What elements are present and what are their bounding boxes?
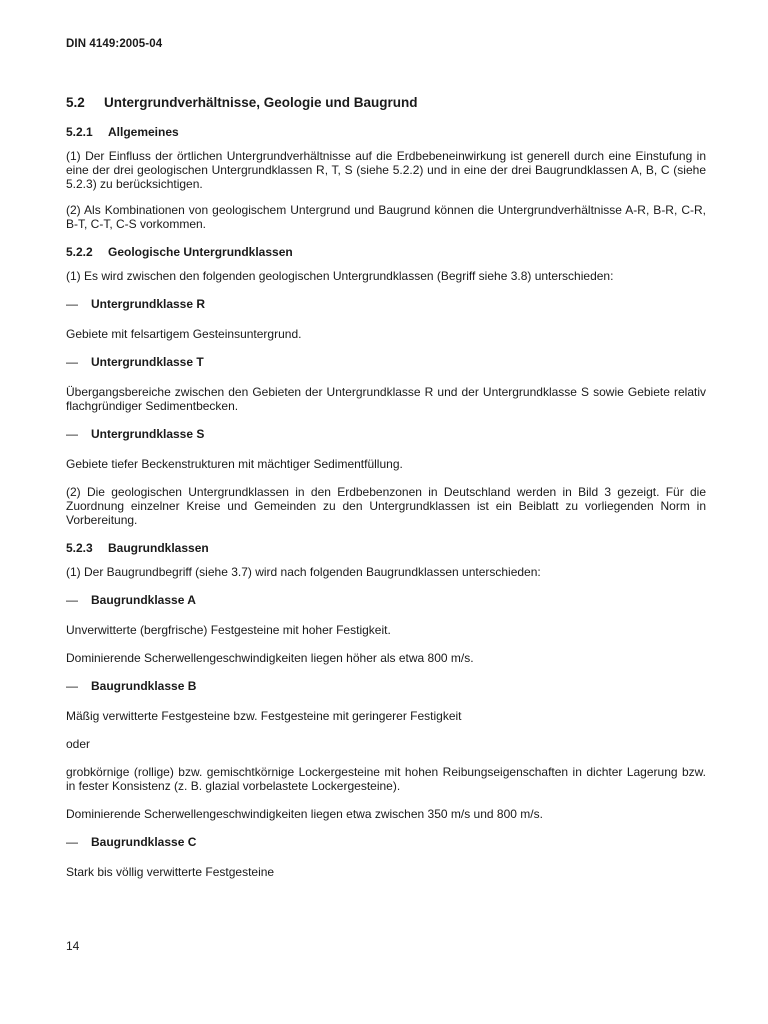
document-id: DIN 4149:2005-04 [66, 38, 163, 50]
dash-marker: — [66, 355, 78, 369]
paragraph: (2) Als Kombinationen von geologischem Untergrund und Baugrund können die Untergrundverhältnisse A-R, B-R, C-R, B-T, C-T, C-S vorkommen. [66, 203, 706, 231]
subsection-heading-5-2-1 [66, 125, 706, 139]
dash-marker: — [66, 297, 78, 311]
paragraph: Gebiete tiefer Beckenstrukturen mit mächtiger Sedimentfüllung. [66, 457, 403, 471]
section-title: Untergrundverhältnisse, Geologie und Baugrund [104, 95, 418, 110]
paragraph: (1) Der Baugrundbegriff (siehe 3.7) wird nach folgenden Baugrundklassen unterschieden: [66, 565, 541, 579]
class-heading-r [66, 297, 706, 311]
section-heading [66, 96, 706, 110]
dash-marker: — [66, 593, 78, 607]
class-title: Baugrundklasse A [91, 593, 196, 607]
paragraph: Übergangsbereiche zwischen den Gebieten der Untergrundklasse R und der Untergrundklasse S sowie Gebiete relativ flachgründiger Sedimentbecken. [66, 385, 706, 413]
subsection-number: 5.2.3 [66, 541, 93, 555]
subsection-number: 5.2.1 [66, 125, 93, 139]
paragraph: Dominierende Scherwellengeschwindigkeiten liegen etwa zwischen 350 m/s und 800 m/s. [66, 807, 543, 821]
class-title: Baugrundklasse B [91, 679, 197, 693]
class-heading-s [66, 427, 706, 441]
class-heading-c [66, 835, 706, 849]
subsection-title: Geologische Untergrundklassen [108, 245, 293, 259]
paragraph: Gebiete mit felsartigem Gesteinsuntergrund. [66, 327, 302, 341]
section-number: 5.2 [66, 95, 85, 110]
class-heading-b [66, 679, 706, 693]
dash-marker: — [66, 679, 78, 693]
class-heading-a [66, 593, 706, 607]
subsection-heading-5-2-2 [66, 245, 706, 259]
page-content [66, 96, 706, 893]
paragraph: Unverwitterte (bergfrische) Festgesteine mit hoher Festigkeit. [66, 623, 391, 637]
class-heading-t [66, 355, 706, 369]
paragraph: Stark bis völlig verwitterte Festgesteine [66, 865, 275, 879]
class-title: Untergrundklasse S [91, 427, 205, 441]
paragraph: Dominierende Scherwellengeschwindigkeiten liegen höher als etwa 800 m/s. [66, 651, 474, 665]
page-number: 14 [66, 939, 80, 953]
paragraph: (1) Es wird zwischen den folgenden geologischen Untergrundklassen (Begriff siehe 3.8) unterschieden: [66, 269, 614, 283]
subsection-title: Allgemeines [108, 125, 179, 139]
subsection-number: 5.2.2 [66, 245, 93, 259]
class-title: Baugrundklasse C [91, 835, 197, 849]
paragraph: (2) Die geologischen Untergrundklassen in den Erdbebenzonen in Deutschland werden in Bild 3 gezeigt. Für die Zuordnung einzelner Kreise und Gemeinden zu den Untergrundklassen ist ein Beiblatt zu vorliegenden Norm in Vorbereitung. [66, 485, 706, 527]
paragraph: Mäßig verwitterte Festgesteine bzw. Festgesteine mit geringerer Festigkeit [66, 709, 462, 723]
subsection-title: Baugrundklassen [108, 541, 209, 555]
paragraph: grobkörnige (rollige) bzw. gemischtkörnige Lockergesteine mit hohen Reibungseigenschaften in dichter Lagerung bzw. in fester Konsistenz (z. B. glazial vorbelastete Lockergesteine). [66, 765, 706, 793]
subsection-heading-5-2-3 [66, 541, 706, 555]
dash-marker: — [66, 427, 78, 441]
paragraph: (1) Der Einfluss der örtlichen Untergrundverhältnisse auf die Erdbebeneinwirkung ist generell durch eine Einstufung in eine der drei geologischen Untergrundklassen R, T, S (siehe 5.2.2) und in eine der drei Baugrundklassen A, B, C (siehe 5.2.3) zu berücksichtigen. [66, 149, 706, 191]
dash-marker: — [66, 835, 78, 849]
paragraph: oder [66, 737, 91, 751]
class-title: Untergrundklasse R [91, 297, 206, 311]
class-title: Untergrundklasse T [91, 355, 204, 369]
